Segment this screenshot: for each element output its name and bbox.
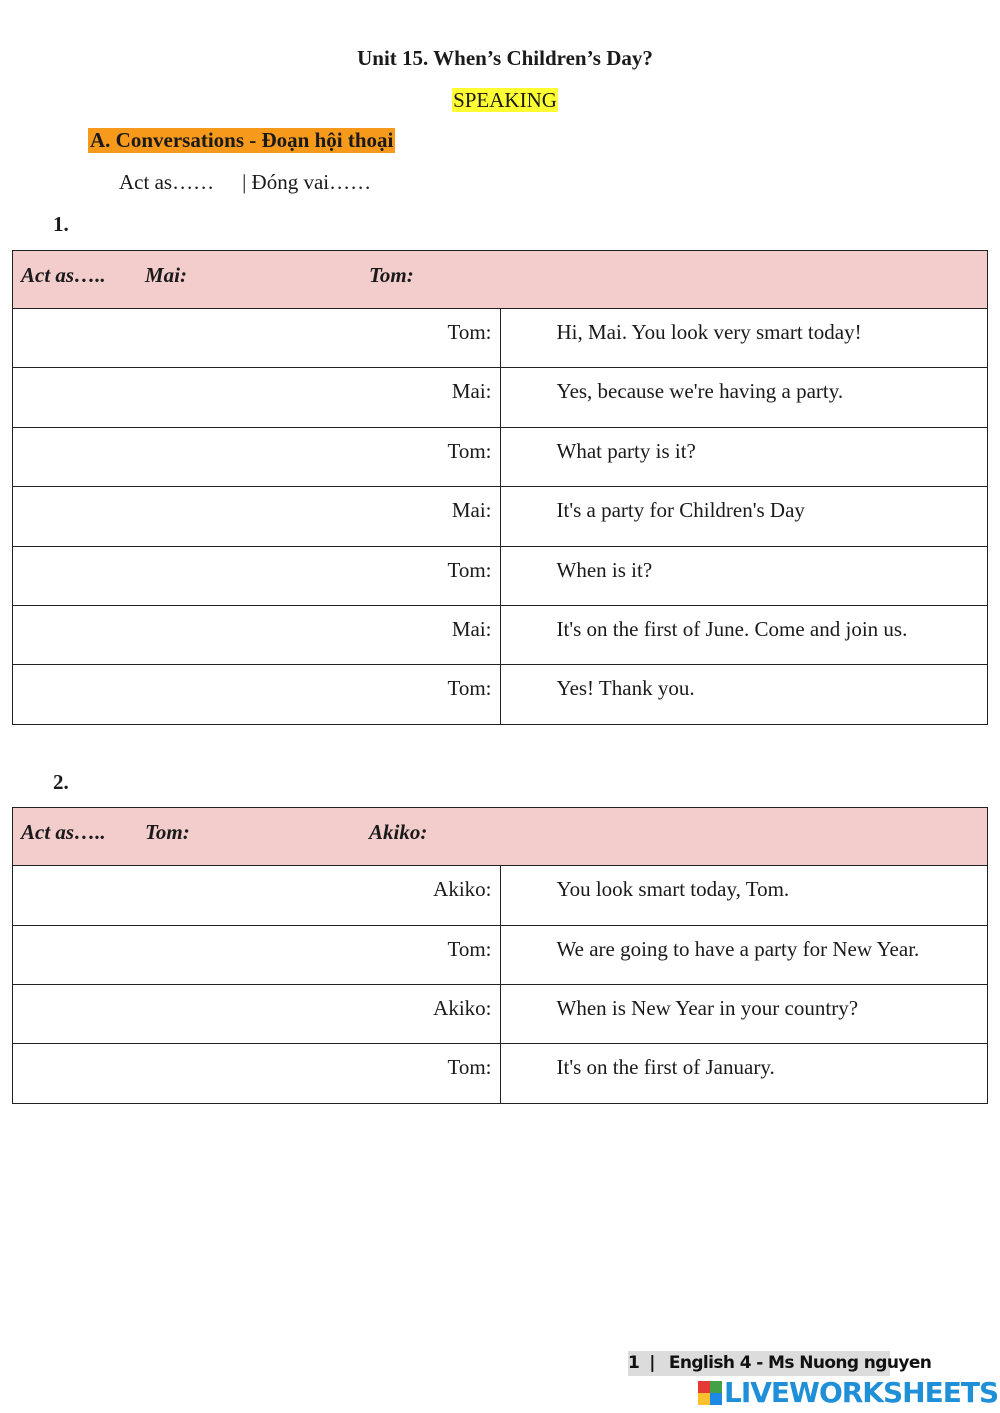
liveworksheets-brand[interactable] <box>698 1378 998 1408</box>
section-heading: A. Conversations - Đoạn hội thoại <box>90 128 394 152</box>
page-title: Unit 15. When’s Children’s Day? <box>357 46 653 70</box>
speaker-cell: Mai: <box>13 487 501 547</box>
act-as-english: Act as…… <box>119 170 215 194</box>
table-row <box>13 547 988 606</box>
table-row <box>13 309 988 368</box>
header-act-as: Act as….. <box>21 263 106 287</box>
table-row <box>13 368 988 428</box>
speaker-cell: Tom: <box>13 309 501 368</box>
dialogue-line: You look smart today, Tom. <box>500 866 988 926</box>
speaker-cell: Tom: <box>13 1044 501 1104</box>
speaker-cell: Mai: <box>13 606 501 665</box>
speaker-cell: Akiko: <box>13 985 501 1044</box>
header-act-as: Act as….. <box>21 820 106 844</box>
speaker-cell: Tom: <box>13 547 501 606</box>
conversation-1-number: 1. <box>53 212 69 236</box>
header-role-1[interactable]: Mai: <box>145 263 187 287</box>
conversation-2-header-row <box>13 808 988 866</box>
conversation-2-header-cell <box>13 808 988 866</box>
course-name: English 4 - Ms Nuong nguyen <box>668 1353 932 1373</box>
dialogue-line: What party is it? <box>500 428 988 487</box>
table-row <box>13 665 988 725</box>
speaker-cell: Mai: <box>13 368 501 428</box>
dialogue-line: When is New Year in your country? <box>500 985 988 1044</box>
table-row <box>13 926 988 985</box>
header-role-1[interactable]: Tom: <box>145 820 190 844</box>
speaker-cell: Tom: <box>13 665 501 725</box>
header-role-2[interactable]: Tom: <box>369 263 414 287</box>
table-row <box>13 1044 988 1104</box>
act-as-vietnamese: | Đóng vai…… <box>242 170 372 194</box>
brand-text: LIVEWORKSHEETS <box>724 1376 999 1409</box>
act-as-instruction <box>119 170 371 195</box>
dialogue-line: Hi, Mai. You look very smart today! <box>500 309 988 368</box>
speaker-cell: Tom: <box>13 926 501 985</box>
conversation-2-number: 2. <box>53 770 69 794</box>
conversation-1-table <box>12 250 988 725</box>
table-row <box>13 985 988 1044</box>
speaker-cell: Akiko: <box>13 866 501 926</box>
table-row <box>13 428 988 487</box>
dialogue-line: It's a party for Children's Day <box>500 487 988 547</box>
table-row <box>13 487 988 547</box>
liveworksheets-logo-icon <box>698 1381 722 1405</box>
dialogue-line: When is it? <box>500 547 988 606</box>
dialogue-line: It's on the first of June. Come and join us. <box>500 606 988 665</box>
table-row <box>13 866 988 926</box>
conversation-2-table <box>12 807 988 1104</box>
speaker-cell: Tom: <box>13 428 501 487</box>
dialogue-line: We are going to have a party for New Year. <box>500 926 988 985</box>
page-number: 1 <box>628 1353 640 1373</box>
table-row <box>13 606 988 665</box>
dialogue-line: It's on the first of January. <box>500 1044 988 1104</box>
conversation-1-header-row <box>13 251 988 309</box>
footer-separator: | <box>649 1353 655 1373</box>
subtitle-container <box>0 88 1000 113</box>
dialogue-line: Yes, because we're having a party. <box>500 368 988 428</box>
conversation-1-header-cell <box>13 251 988 309</box>
header-role-2[interactable]: Akiko: <box>369 820 428 844</box>
subtitle-speaking: SPEAKING <box>453 88 557 112</box>
dialogue-line: Yes! Thank you. <box>500 665 988 725</box>
page-footer <box>628 1351 932 1376</box>
